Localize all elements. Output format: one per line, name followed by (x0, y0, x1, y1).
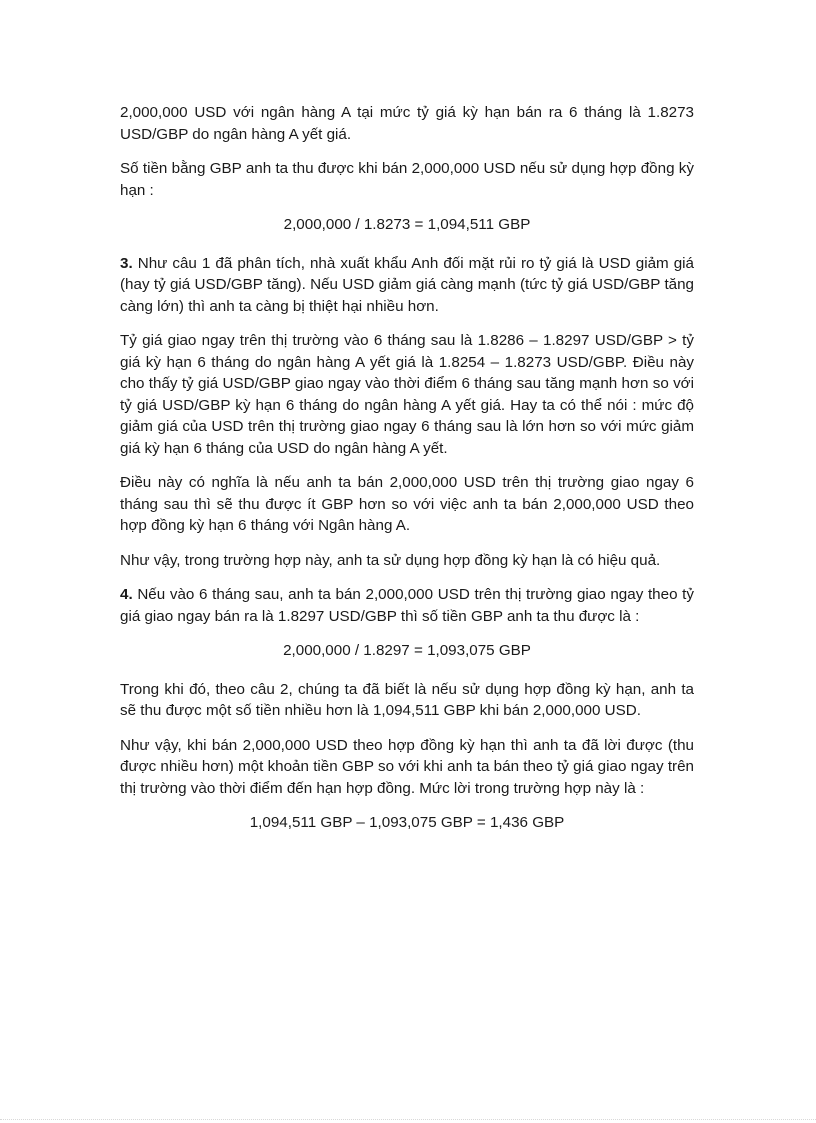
question-3-text: Như câu 1 đã phân tích, nhà xuất khẩu Anh đối mặt rủi ro tỷ giá là USD giảm giá (hay tỷ giá USD/GBP tăng). Nếu USD giảm giá càng mạnh (tức tỷ giá USD/GBP tăng càng lớn) thì anh ta càng bị thiệt hại nhiều hơn. (120, 254, 694, 315)
question-4-text: Nếu vào 6 tháng sau, anh ta bán 2,000,000 USD trên thị trường giao ngay theo tỷ giá giao ngay bán ra là 1.8297 USD/GBP thì số tiền GBP anh ta thu được là : (120, 586, 694, 625)
formula-spot-gbp: 2,000,000 / 1.8297 = 1,093,075 GBP (283, 642, 531, 659)
paragraph-spot-vs-forward: Tỷ giá giao ngay trên thị trường vào 6 tháng sau là 1.8286 – 1.8297 USD/GBP > tỷ giá kỳ hạn 6 tháng do ngân hàng A yết giá là 1.8254 – 1.8273 USD/GBP. Điều này cho thấy tỷ giá USD/GBP giao ngay vào thời điểm 6 tháng sau tăng mạnh hơn so với tỷ giá USD/GBP kỳ hạn 6 tháng do ngân hàng A yết giá. Hay ta có thể nói : mức độ giảm giá của USD trên thị trường giao ngay 6 tháng sau là lớn hơn so với mức giảm giá kỳ hạn 6 tháng của USD do ngân hàng A yết. (120, 332, 694, 457)
paragraph-meaning: Điều này có nghĩa là nếu anh ta bán 2,000,000 USD trên thị trường giao ngay 6 tháng sau thì sẽ thu được ít GBP hơn so với việc anh ta bán 2,000,000 USD theo hợp đồng kỳ hạn 6 tháng với Ngân hàng A. (120, 474, 694, 534)
paragraph-question-4 (120, 584, 694, 627)
page-bottom-divider (0, 1119, 816, 1120)
question-number-4: 4. (120, 586, 133, 603)
paragraph-gbp-received-intro: Số tiền bằng GBP anh ta thu được khi bán 2,000,000 USD nếu sử dụng hợp đồng kỳ hạn : (120, 160, 694, 199)
paragraph-forward-contract-rate: 2,000,000 USD với ngân hàng A tại mức tỷ giá kỳ hạn bán ra 6 tháng là 1.8273 USD/GBP do ngân hàng A yết giá. (120, 104, 694, 143)
document-page (120, 102, 694, 851)
formula-forward-gbp: 2,000,000 / 1.8273 = 1,094,511 GBP (283, 216, 531, 233)
question-number-3: 3. (120, 254, 133, 272)
paragraph-profit-intro: Như vậy, khi bán 2,000,000 USD theo hợp đồng kỳ hạn thì anh ta đã lời được (thu được nhiều hơn) một khoản tiền GBP so với khi anh ta bán theo tỷ giá giao ngay trên thị trường vào thời điểm đến hạn hợp đồng. Mức lời trong trường hợp này là : (120, 736, 694, 797)
paragraph-question-3 (120, 253, 694, 318)
paragraph-conclusion-effective: Như vậy, trong trường hợp này, anh ta sử dụng hợp đồng kỳ hạn là có hiệu quả. (120, 551, 661, 569)
formula-profit: 1,094,511 GBP – 1,093,075 GBP = 1,436 GBP (249, 814, 565, 831)
paragraph-comparison: Trong khi đó, theo câu 2, chúng ta đã biết là nếu sử dụng hợp đồng kỳ hạn, anh ta sẽ thu được một số tiền nhiều hơn là 1,094,511 GBP khi bán 2,000,000 USD. (120, 680, 694, 719)
